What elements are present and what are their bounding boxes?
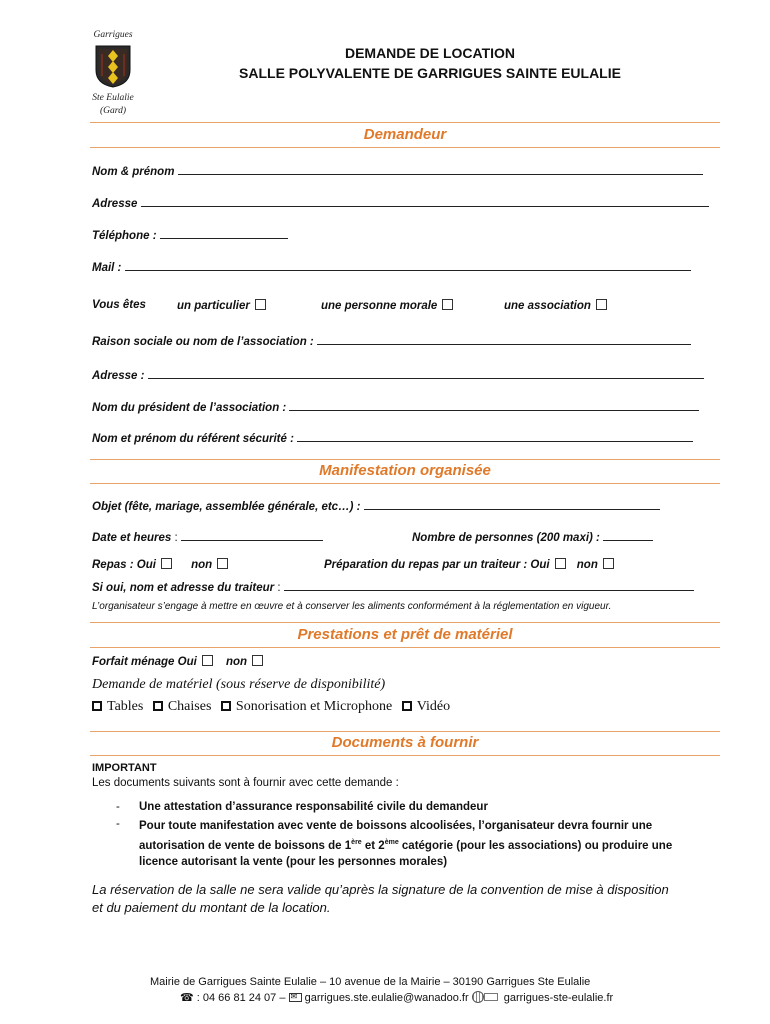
checkbox-traiteur-non[interactable] (603, 558, 614, 569)
line-adresse (141, 196, 709, 207)
divider (90, 483, 720, 484)
bullet-2 (139, 818, 672, 870)
bullet-2-line-1: Pour toute manifestation avec vente de boissons alcoolisées, l’organisateur devra fournir une (139, 820, 653, 832)
divider (90, 122, 720, 123)
checkbox-tables[interactable] (92, 701, 102, 711)
field-traiteur-adresse[interactable] (92, 580, 694, 594)
checkbox-morale[interactable] (442, 299, 453, 310)
label-traiteur-non: non (576, 559, 598, 571)
vous-etes-label: Vous êtes (92, 299, 146, 311)
reservation-line-2: et du paiement du montant de la location. (92, 900, 331, 915)
divider (90, 622, 720, 623)
materiel-item-tables[interactable] (92, 699, 143, 714)
materiel-list (92, 699, 450, 715)
logo-caption-bottom-1: Ste Eulalie (92, 93, 134, 103)
email-icon: ✉ (289, 993, 302, 1002)
title-line-1: DEMANDE DE LOCATION (344, 45, 516, 61)
divider (90, 459, 720, 460)
label-chaises: Chaises (167, 699, 212, 714)
materiel-title: Demande de matériel (sous réserve de disponibilité) (92, 677, 386, 692)
checkbox-video[interactable] (402, 701, 412, 711)
checkbox-repas-oui[interactable] (161, 558, 172, 569)
line-nombre (603, 530, 653, 541)
line-mail (125, 260, 691, 271)
label-telephone: Téléphone : (92, 230, 157, 242)
documents-intro: Les documents suivants sont à fournir avec cette demande : (92, 777, 399, 789)
label-objet: Objet (fête, mariage, assemblée générale, etc…) : (92, 501, 361, 513)
section-title-prestations: Prestations et prêt de matériel (297, 626, 513, 643)
label-repas-oui: : Oui (126, 559, 156, 571)
footer-website[interactable]: garrigues-ste-eulalie.fr (503, 992, 614, 1004)
label-traiteur-prep: Préparation du repas par un traiteur : Oui (324, 559, 550, 571)
label-raison-sociale: Raison sociale ou nom de l’association : (92, 336, 314, 348)
label-repas: Repas (92, 559, 127, 571)
label-traiteur-adresse: Si oui, nom et adresse du traiteur (92, 582, 275, 594)
divider (90, 147, 720, 148)
materiel-item-chaises[interactable] (153, 699, 212, 714)
line-referent (297, 431, 693, 442)
checkbox-chaises[interactable] (153, 701, 163, 711)
traiteur-row (324, 558, 614, 571)
label-nombre: Nombre de personnes (200 maxi) : (412, 532, 600, 544)
globe-icon (472, 991, 484, 1003)
label-association: une association (504, 300, 591, 312)
menage-row (92, 655, 263, 668)
bullet-dash-1: - (116, 801, 120, 813)
field-adresse[interactable] (92, 196, 709, 210)
engagement-note: L’organisateur s’engage à mettre en œuvre et à conserver les aliments conformément à la réglementation en vigueur. (92, 601, 612, 612)
divider (90, 647, 720, 648)
label-menage: Forfait ménage Oui (92, 656, 197, 668)
label-morale: une personne morale (321, 300, 438, 312)
page-title (130, 45, 730, 81)
checkbox-repas-non[interactable] (217, 558, 228, 569)
checkbox-menage-non[interactable] (252, 655, 263, 666)
checkbox-particulier[interactable] (255, 299, 266, 310)
field-telephone[interactable] (92, 228, 288, 242)
field-mail[interactable] (92, 260, 691, 274)
bullet-2-line-2: autorisation de vente de boissons de 1ère et 2ème catégorie (pour les associations) ou produire une (139, 838, 673, 852)
footer-phone: : 04 66 81 24 07 – (196, 992, 286, 1004)
line-objet (364, 499, 660, 510)
label-menage-non: non (226, 656, 248, 668)
important-label: IMPORTANT (92, 762, 157, 774)
web-icon (484, 993, 498, 1001)
phone-icon: ☎ (180, 992, 194, 1004)
option-morale[interactable] (321, 299, 453, 312)
divider (90, 731, 720, 732)
label-particulier: un particulier (177, 300, 250, 312)
line-nom (178, 164, 703, 175)
field-adresse-2[interactable] (92, 368, 704, 382)
label-date-colon: : (171, 532, 178, 544)
bullet-dash-2: - (116, 818, 120, 830)
option-particulier[interactable] (177, 299, 266, 312)
field-referent[interactable] (92, 431, 693, 445)
field-nom[interactable] (92, 164, 703, 178)
line-adresse-2 (148, 368, 704, 379)
line-raison-sociale (317, 334, 691, 345)
field-nombre[interactable] (412, 530, 653, 544)
bullet-2-line-3: licence autorisant la vente (pour les personnes morales) (139, 855, 448, 868)
label-date: Date et heures (92, 532, 172, 544)
reservation-line-1: La réservation de la salle ne sera valide qu’après la signature de la convention de mise à disposition (92, 882, 669, 897)
field-date[interactable] (92, 530, 323, 544)
label-adresse: Adresse (92, 198, 138, 210)
divider (90, 755, 720, 756)
label-tables: Tables (107, 699, 144, 714)
checkbox-sono[interactable] (221, 701, 231, 711)
checkbox-traiteur-oui[interactable] (555, 558, 566, 569)
line-traiteur-adresse (284, 580, 694, 591)
logo-caption-top: Garrigues (93, 30, 133, 40)
label-nom: Nom & prénom (92, 166, 175, 178)
label-sono: Sonorisation et Microphone (235, 699, 393, 714)
line-telephone (160, 228, 288, 239)
footer-address: Mairie de Garrigues Sainte Eulalie – 10 avenue de la Mairie – 30190 Garrigues Ste Eulalie (150, 976, 591, 988)
line-date (181, 530, 323, 541)
option-association[interactable] (504, 299, 607, 312)
checkbox-menage-oui[interactable] (202, 655, 213, 666)
bullet-1: Une attestation d’assurance responsabilité civile du demandeur (139, 801, 488, 813)
label-adresse-2: Adresse : (92, 370, 145, 382)
logo-caption-bottom-2: (Gard) (99, 106, 127, 116)
label-referent: Nom et prénom du référent sécurité : (92, 433, 294, 445)
title-line-2: SALLE POLYVALENTE DE GARRIGUES SAINTE EULALIE (239, 65, 621, 81)
section-title-manifestation: Manifestation organisée (319, 462, 491, 479)
field-president[interactable] (92, 400, 699, 414)
footer-email[interactable]: garrigues.ste.eulalie@wanadoo.fr (304, 992, 469, 1004)
checkbox-association[interactable] (596, 299, 607, 310)
label-president: Nom du président de l’association : (92, 402, 287, 414)
label-mail: Mail : (92, 262, 122, 274)
repas-row (92, 558, 228, 571)
field-raison-sociale[interactable] (92, 334, 691, 348)
reservation-note (92, 881, 669, 917)
coat-of-arms-icon (94, 44, 132, 88)
label-traiteur-colon: : (274, 582, 281, 594)
materiel-item-video[interactable] (402, 699, 450, 714)
footer-contact (180, 991, 613, 1004)
field-objet[interactable] (92, 499, 660, 513)
section-title-demandeur: Demandeur (363, 126, 447, 143)
line-president (289, 400, 699, 411)
section-title-documents: Documents à fournir (331, 734, 479, 751)
label-repas-non: non (191, 559, 213, 571)
label-video: Vidéo (416, 699, 451, 714)
materiel-item-sono[interactable] (221, 699, 392, 714)
